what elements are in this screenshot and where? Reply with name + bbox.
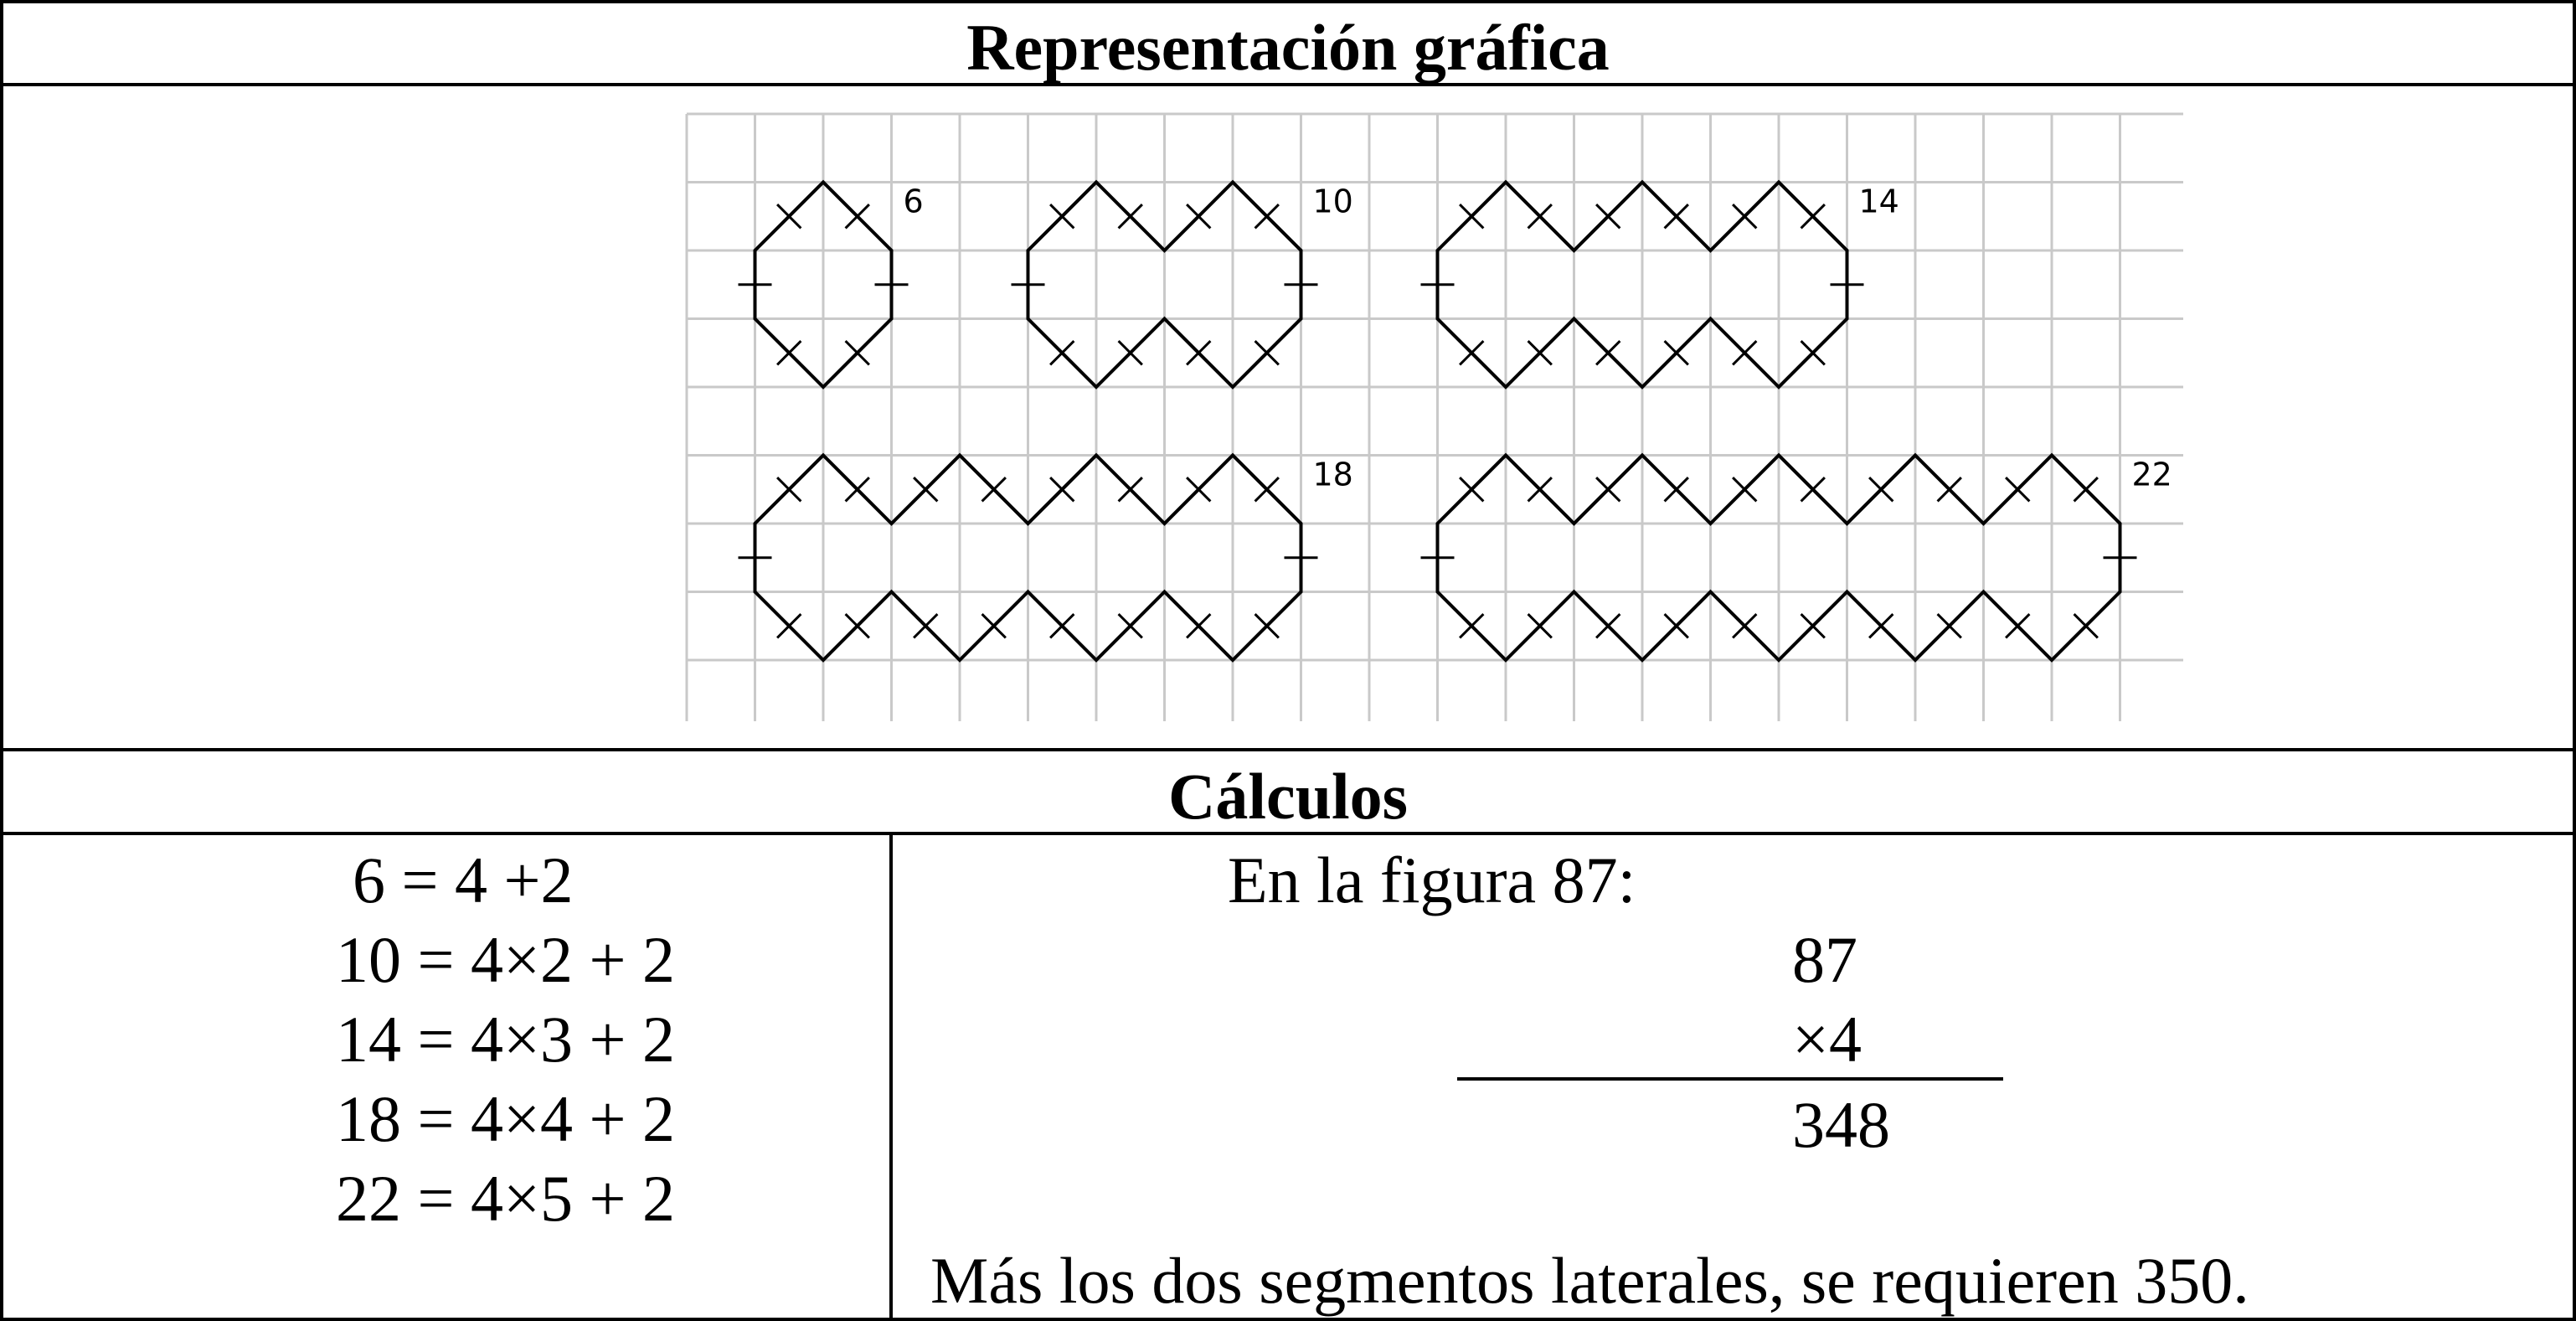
equation-line: 22 = 4×5 + 2 bbox=[336, 1162, 675, 1235]
product: 348 bbox=[1792, 1088, 1890, 1161]
figure-87-intro: En la figura 87: bbox=[1228, 844, 1636, 916]
graph-paper bbox=[683, 110, 2183, 721]
calc-header: Cálculos bbox=[1167, 760, 1409, 833]
multiplication-rule bbox=[1457, 1077, 2003, 1081]
conclusion-text: Más los dos segmentos laterales, se requieren 350. bbox=[930, 1244, 2249, 1317]
figure-label: 6 bbox=[903, 183, 924, 220]
figure-label: 22 bbox=[2131, 456, 2172, 493]
figure-label: 14 bbox=[1858, 183, 1899, 220]
equation-line: 14 = 4×3 + 2 bbox=[336, 1003, 675, 1076]
equation-line: 10 = 4×2 + 2 bbox=[336, 923, 675, 996]
equation-line: 18 = 4×4 + 2 bbox=[336, 1082, 675, 1155]
multiplicand: 87 bbox=[1792, 923, 1857, 996]
figure-label: 10 bbox=[1312, 183, 1353, 220]
equation-line: 6 = 4 +2 bbox=[353, 844, 574, 916]
figure-label: 18 bbox=[1312, 456, 1353, 493]
multiplier: ×4 bbox=[1792, 1003, 1862, 1076]
figure-labels bbox=[904, 183, 2172, 493]
graphic-header: Representación gráfica bbox=[966, 11, 1610, 84]
